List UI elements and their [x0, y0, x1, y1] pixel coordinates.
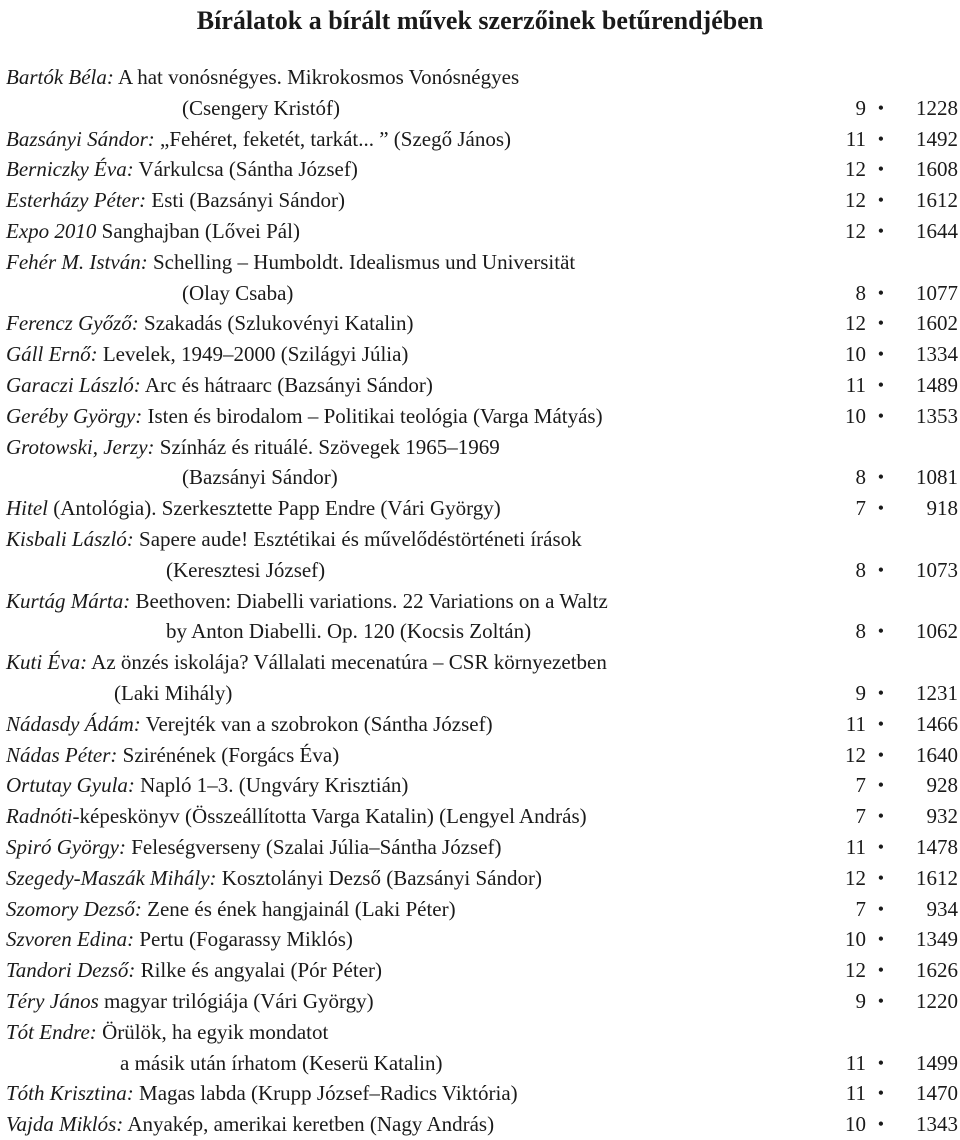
issue-number: 7 — [855, 773, 866, 798]
index-entry — [6, 432, 960, 463]
review-index-list — [6, 62, 960, 1140]
entry-reference — [808, 986, 958, 1017]
bullet-separator: • — [877, 682, 884, 703]
entry-title: „Fehéret, feketét, tarkát... ” (Szegő János) — [154, 126, 512, 151]
entry-reference — [808, 308, 958, 339]
entry-text — [6, 247, 575, 278]
entry-reference — [808, 955, 958, 986]
index-entry-continuation — [6, 678, 960, 709]
entry-reference — [808, 93, 958, 124]
bullet-separator: • — [877, 1083, 884, 1104]
index-entry — [6, 247, 960, 278]
entry-title: Verejték van a szobrokon (Sántha József) — [140, 711, 493, 736]
entry-author: Hitel — [6, 496, 48, 521]
entry-text — [6, 432, 500, 463]
entry-title: (Laki Mihály) — [114, 680, 233, 705]
entry-text — [6, 308, 413, 339]
page-number: 1608 — [916, 157, 958, 182]
bullet-separator: • — [877, 282, 884, 303]
entry-title: Az önzés iskolája? Vállalati mecenatúra – CSR környezetben — [87, 650, 607, 675]
page-number: 1644 — [916, 218, 958, 243]
entry-author: Ferencz Győző: — [6, 311, 139, 336]
page-number: 934 — [926, 896, 958, 921]
index-entry-continuation — [6, 93, 960, 124]
entry-text — [6, 709, 493, 740]
entry-text — [6, 894, 456, 925]
page-number: 1478 — [916, 834, 958, 859]
entry-text — [6, 216, 300, 247]
index-entry — [6, 524, 960, 555]
page-title: Bírálatok a bírált művek szerzőinek betűrendjében — [196, 6, 764, 35]
page-number: 1343 — [916, 1112, 958, 1137]
page-number: 1492 — [916, 126, 958, 151]
index-entry-continuation — [6, 1048, 960, 1079]
entry-title: Kosztolányi Dezső (Bazsányi Sándor) — [216, 865, 542, 890]
bullet-separator: • — [877, 929, 884, 950]
page-number: 1349 — [916, 927, 958, 952]
bullet-separator: • — [877, 806, 884, 827]
entry-author: Geréby György: — [6, 403, 143, 428]
entry-author: Radnóti — [6, 804, 73, 829]
entry-reference — [808, 740, 958, 771]
bullet-separator: • — [877, 405, 884, 426]
entry-text — [182, 462, 338, 493]
entry-author: Berniczky Éva: — [6, 157, 134, 182]
index-entry — [6, 894, 960, 925]
index-entry — [6, 370, 960, 401]
issue-number: 11 — [845, 126, 866, 151]
entry-reference — [808, 863, 958, 894]
entry-text — [6, 832, 502, 863]
entry-text — [114, 678, 232, 709]
issue-number: 7 — [855, 496, 866, 521]
entry-reference — [808, 401, 958, 432]
page-number: 1640 — [916, 742, 958, 767]
entry-reference — [808, 801, 958, 832]
bullet-separator: • — [877, 374, 884, 395]
entry-reference — [808, 278, 958, 309]
index-entry-continuation — [6, 616, 960, 647]
entry-text — [6, 185, 345, 216]
entry-title: Pertu (Fogarassy Miklós) — [134, 927, 353, 952]
page-number: 1466 — [916, 711, 958, 736]
entry-title: Arc és hátraarc (Bazsányi Sándor) — [140, 372, 433, 397]
entry-title: Anyakép, amerikai keretben (Nagy András) — [123, 1112, 495, 1137]
entry-reference — [808, 832, 958, 863]
page-number: 1081 — [916, 465, 958, 490]
entry-text — [6, 924, 353, 955]
entry-title: by Anton Diabelli. Op. 120 (Kocsis Zoltán) — [166, 619, 532, 644]
entry-text — [6, 863, 542, 894]
index-entry — [6, 185, 960, 216]
entry-title: Színház és rituálé. Szövegek 1965–1969 — [154, 434, 500, 459]
entry-reference — [808, 1048, 958, 1079]
page-number: 1470 — [916, 1081, 958, 1106]
entry-author: Tóth Krisztina: — [6, 1081, 134, 1106]
entry-author: Szvoren Edina: — [6, 927, 135, 952]
issue-number: 11 — [845, 834, 866, 859]
entry-text — [6, 124, 511, 155]
entry-reference — [808, 154, 958, 185]
issue-number: 9 — [855, 95, 866, 120]
issue-number: 12 — [845, 742, 866, 767]
index-entry — [6, 801, 960, 832]
entry-author: Gáll Ernő: — [6, 342, 98, 367]
bullet-separator: • — [877, 960, 884, 981]
index-entry — [6, 401, 960, 432]
bullet-separator: • — [877, 467, 884, 488]
bullet-separator: • — [877, 898, 884, 919]
entry-reference — [808, 185, 958, 216]
entry-title: Schelling – Humboldt. Idealismus und Universität — [147, 249, 576, 274]
entry-text — [6, 770, 408, 801]
index-entry — [6, 955, 960, 986]
issue-number: 11 — [845, 1050, 866, 1075]
page-number: 1231 — [916, 680, 958, 705]
entry-author: Szegedy-Maszák Mihály: — [6, 865, 217, 890]
issue-number: 11 — [845, 372, 866, 397]
entry-text — [6, 493, 501, 524]
index-entry — [6, 1017, 960, 1048]
entry-title: Szirénének (Forgács Éva) — [117, 742, 340, 767]
entry-title: Feleségverseny (Szalai Júlia–Sántha József) — [125, 834, 502, 859]
entry-title: (Keresztesi József) — [166, 557, 326, 582]
entry-title: Rilke és angyalai (Pór Péter) — [135, 958, 383, 983]
entry-author: Grotowski, Jerzy: — [6, 434, 155, 459]
entry-title: Esti (Bazsányi Sándor) — [146, 188, 346, 213]
bullet-separator: • — [877, 867, 884, 888]
entry-reference — [808, 370, 958, 401]
entry-text — [6, 586, 608, 617]
issue-number: 8 — [855, 465, 866, 490]
page-number: 1602 — [916, 311, 958, 336]
index-entry — [6, 586, 960, 617]
issue-number: 12 — [845, 188, 866, 213]
page-number: 1612 — [916, 188, 958, 213]
entry-author: Tót Endre: — [6, 1019, 97, 1044]
entry-title: Örülök, ha egyik mondatot — [96, 1019, 329, 1044]
page-number: 1228 — [916, 95, 958, 120]
bullet-separator: • — [877, 344, 884, 365]
entry-title: A hat vonósnégyes. Mikrokosmos Vonósnégyes — [113, 65, 520, 89]
entry-title: (Bazsányi Sándor) — [182, 465, 338, 490]
bullet-separator: • — [877, 128, 884, 149]
entry-author: Expo 2010 — [6, 218, 97, 243]
index-entry — [6, 924, 960, 955]
issue-number: 11 — [845, 711, 866, 736]
index-entry — [6, 493, 960, 524]
entry-reference — [808, 770, 958, 801]
issue-number: 12 — [845, 157, 866, 182]
entry-reference — [808, 678, 958, 709]
entry-text — [6, 986, 374, 1017]
issue-number: 7 — [855, 804, 866, 829]
entry-title: Várkulcsa (Sántha József) — [133, 157, 358, 182]
entry-title: Szakadás (Szlukovényi Katalin) — [138, 311, 414, 336]
page-number: 1499 — [916, 1050, 958, 1075]
issue-number: 12 — [845, 311, 866, 336]
entry-reference — [808, 124, 958, 155]
index-entry — [6, 124, 960, 155]
entry-title: Zene és ének hangjainál (Laki Péter) — [141, 896, 456, 921]
entry-author: Téry János — [6, 988, 99, 1013]
index-entry — [6, 770, 960, 801]
index-entry — [6, 832, 960, 863]
bullet-separator: • — [877, 775, 884, 796]
index-entry — [6, 1109, 960, 1140]
bullet-separator: • — [877, 498, 884, 519]
bullet-separator: • — [877, 713, 884, 734]
index-entry — [6, 216, 960, 247]
entry-reference — [808, 1078, 958, 1109]
bullet-separator: • — [877, 97, 884, 118]
entry-title: Isten és birodalom – Politikai teológia (Varga Mátyás) — [142, 403, 603, 428]
entry-title: magyar trilógiája (Vári György) — [98, 988, 374, 1013]
page-number: 1077 — [916, 280, 958, 305]
bullet-separator: • — [877, 621, 884, 642]
issue-number: 10 — [845, 342, 866, 367]
entry-title: Napló 1–3. (Ungváry Krisztián) — [134, 773, 409, 798]
entry-author: Tandori Dezső: — [6, 958, 136, 983]
entry-title: Beethoven: Diabelli variations. 22 Variations on a Waltz — [130, 588, 608, 613]
page-number: 918 — [926, 496, 958, 521]
page-number: 1353 — [916, 403, 958, 428]
index-entry-continuation — [6, 462, 960, 493]
index-entry — [6, 863, 960, 894]
entry-text — [6, 955, 382, 986]
entry-text — [182, 93, 340, 124]
entry-title: Levelek, 1949–2000 (Szilágyi Júlia) — [97, 342, 409, 367]
entry-text — [6, 524, 582, 555]
index-entry — [6, 308, 960, 339]
entry-title: -képeskönyv (Összeállította Varga Katalin) (Lengyel András) — [72, 804, 587, 829]
entry-reference — [808, 339, 958, 370]
bullet-separator: • — [877, 559, 884, 580]
entry-title: (Csengery Kristóf) — [182, 95, 341, 120]
entry-author: Kurtág Márta: — [6, 588, 131, 613]
entry-title: (Olay Csaba) — [182, 280, 294, 305]
page-number: 1489 — [916, 372, 958, 397]
entry-author: Ortutay Gyula: — [6, 773, 135, 798]
entry-text — [6, 62, 519, 93]
entry-text — [6, 1017, 328, 1048]
issue-number: 7 — [855, 896, 866, 921]
entry-author: Vajda Miklós: — [6, 1112, 124, 1137]
entry-author: Szomory Dezső: — [6, 896, 142, 921]
entry-author: Nádasdy Ádám: — [6, 711, 141, 736]
entry-reference — [808, 216, 958, 247]
entry-text — [6, 370, 433, 401]
page-number: 1062 — [916, 619, 958, 644]
entry-author: Garaczi László: — [6, 372, 141, 397]
entry-author: Nádas Péter: — [6, 742, 118, 767]
issue-number: 12 — [845, 865, 866, 890]
bullet-separator: • — [877, 1052, 884, 1073]
issue-number: 8 — [855, 619, 866, 644]
bullet-separator: • — [877, 220, 884, 241]
issue-number: 10 — [845, 403, 866, 428]
entry-text — [120, 1048, 442, 1079]
issue-number: 10 — [845, 927, 866, 952]
index-entry-continuation — [6, 555, 960, 586]
entry-reference — [808, 894, 958, 925]
bullet-separator: • — [877, 159, 884, 180]
entry-title: Sapere aude! Esztétikai és művelődéstörténeti írások — [133, 526, 582, 551]
entry-author: Bartók Béla: — [6, 65, 114, 89]
entry-title: Sanghajban (Lővei Pál) — [96, 218, 300, 243]
index-entry — [6, 986, 960, 1017]
index-entry — [6, 740, 960, 771]
entry-author: Bazsányi Sándor: — [6, 126, 155, 151]
entry-text — [6, 1109, 494, 1140]
entry-title: a másik után írhatom (Keserü Katalin) — [120, 1050, 443, 1075]
issue-number: 9 — [855, 680, 866, 705]
entry-title: (Antológia). Szerkesztette Papp Endre (Vári György) — [48, 496, 501, 521]
page-number: 1220 — [916, 988, 958, 1013]
entry-text — [6, 154, 358, 185]
issue-number: 11 — [845, 1081, 866, 1106]
entry-text — [6, 1078, 518, 1109]
bullet-separator: • — [877, 744, 884, 765]
entry-author: Fehér M. István: — [6, 249, 148, 274]
issue-number: 10 — [845, 1112, 866, 1137]
page-number: 1073 — [916, 557, 958, 582]
entry-author: Esterházy Péter: — [6, 188, 147, 213]
bullet-separator: • — [877, 313, 884, 334]
index-entry-continuation — [6, 278, 960, 309]
page-number: 1626 — [916, 958, 958, 983]
entry-text — [166, 616, 531, 647]
entry-author: Kisbali László: — [6, 526, 134, 551]
entry-author: Kuti Éva: — [6, 650, 88, 675]
index-entry — [6, 647, 960, 678]
entry-reference — [808, 1109, 958, 1140]
entry-author: Spiró György: — [6, 834, 126, 859]
index-entry — [6, 154, 960, 185]
bullet-separator: • — [877, 190, 884, 211]
index-entry — [6, 709, 960, 740]
issue-number: 8 — [855, 280, 866, 305]
index-entry — [6, 339, 960, 370]
issue-number: 9 — [855, 988, 866, 1013]
bullet-separator: • — [877, 990, 884, 1011]
bullet-separator: • — [877, 836, 884, 857]
entry-reference — [808, 493, 958, 524]
entry-text — [182, 278, 293, 309]
bullet-separator: • — [877, 1114, 884, 1135]
entry-text — [6, 740, 339, 771]
entry-text — [6, 401, 603, 432]
entry-reference — [808, 709, 958, 740]
entry-reference — [808, 924, 958, 955]
entry-text — [166, 555, 325, 586]
index-entry — [6, 62, 960, 93]
page-number: 1612 — [916, 865, 958, 890]
entry-reference — [808, 555, 958, 586]
issue-number: 12 — [845, 958, 866, 983]
index-entry — [6, 1078, 960, 1109]
entry-reference — [808, 616, 958, 647]
entry-text — [6, 801, 587, 832]
issue-number: 8 — [855, 557, 866, 582]
page-number: 932 — [926, 804, 958, 829]
issue-number: 12 — [845, 218, 866, 243]
entry-reference — [808, 462, 958, 493]
page-number: 1334 — [916, 342, 958, 367]
entry-title: Magas labda (Krupp József–Radics Viktória) — [133, 1081, 518, 1106]
entry-text — [6, 647, 607, 678]
page-number: 928 — [926, 773, 958, 798]
entry-text — [6, 339, 408, 370]
